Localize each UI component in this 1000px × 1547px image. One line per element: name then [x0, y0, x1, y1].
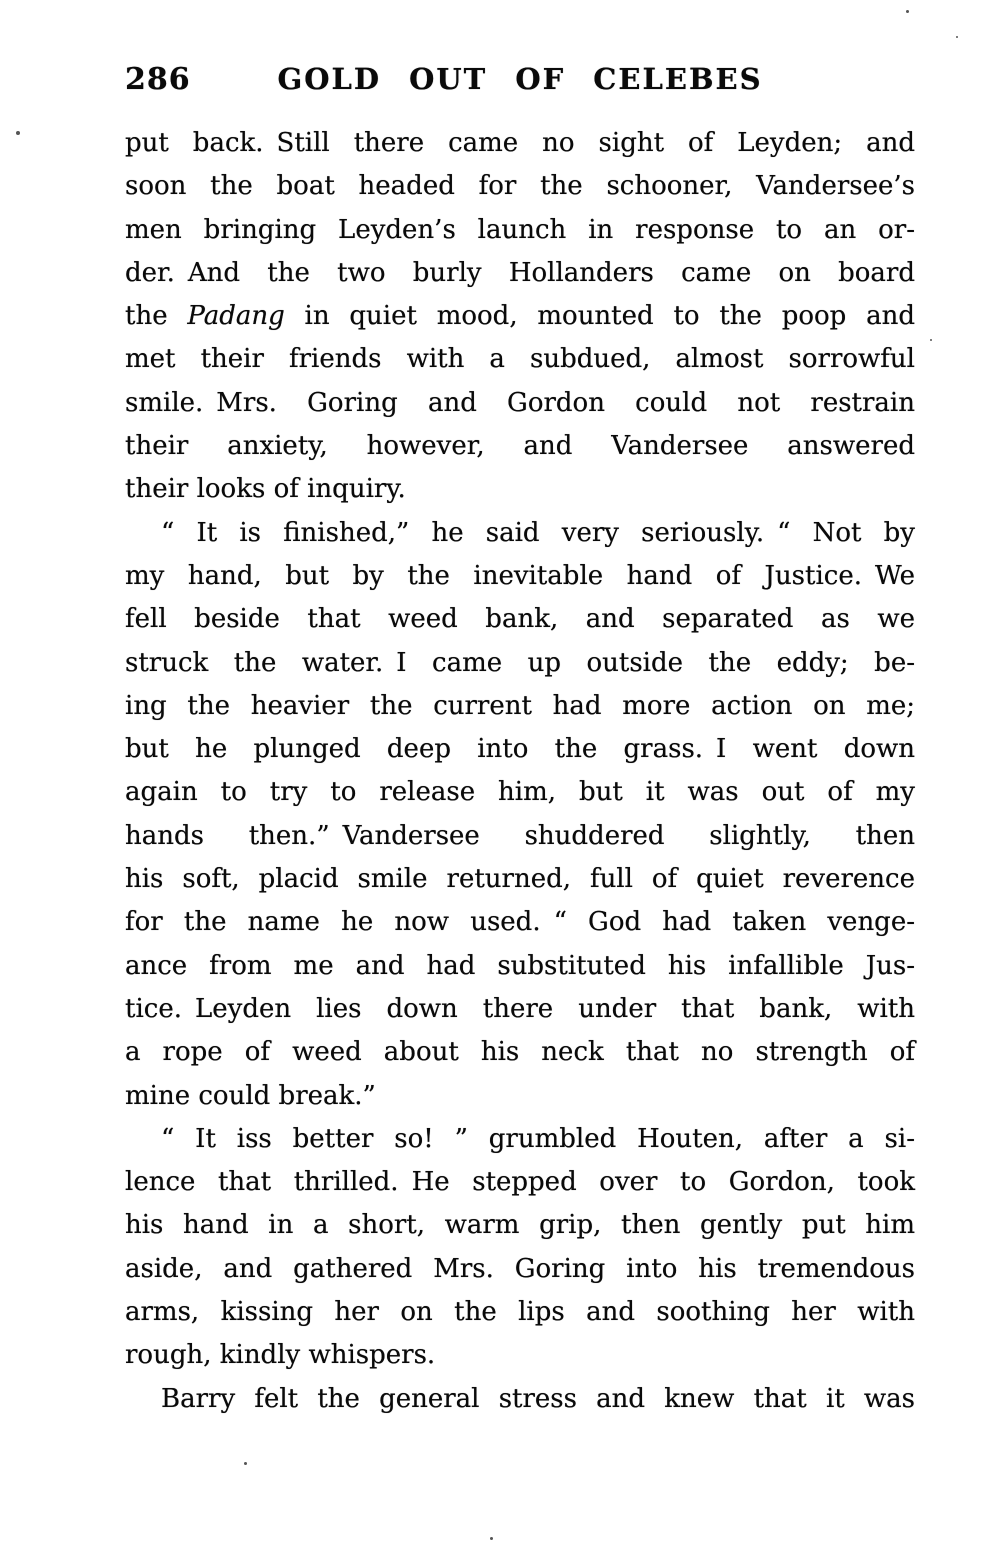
running-head: [125, 62, 915, 102]
text-line: [125, 1334, 915, 1377]
text-segment: struck the water. I came up outside the eddy; be-: [125, 647, 915, 678]
text-segment: hands then.” Vandersee shuddered slightly, then: [125, 820, 915, 851]
text-line: [125, 1378, 915, 1421]
scan-speck: [244, 1462, 247, 1465]
text-segment: the: [125, 301, 188, 332]
text-segment: but he plunged deep into the grass. I went down: [125, 734, 915, 765]
paragraph: [125, 512, 915, 1118]
text-line: [125, 945, 915, 988]
text-segment: fell beside that weed bank, and separated as we: [125, 604, 915, 635]
text-segment: a rope of weed about his neck that no strength of: [125, 1037, 915, 1068]
text-line: [125, 1204, 915, 1247]
text-segment: der. And the two burly Hollanders came on board: [125, 257, 915, 288]
text-line: [125, 338, 915, 381]
text-line: [125, 555, 915, 598]
text-segment: their looks of inquiry.: [125, 474, 406, 505]
text-line: [125, 295, 915, 338]
text-line: [125, 1161, 915, 1204]
text-line: [125, 252, 915, 295]
text-segment: aside, and gathered Mrs. Goring into his tremendous: [125, 1253, 915, 1284]
text-segment: for the name he now used. “ God had taken venge-: [125, 907, 915, 938]
paragraph: [125, 122, 915, 512]
text-segment: his soft, placid smile returned, full of quiet reverence: [125, 864, 915, 895]
italic-text: Padang: [187, 301, 285, 332]
text-line: [125, 382, 915, 425]
text-segment: their anxiety, however, and Vandersee answered: [125, 431, 915, 462]
text-line: [125, 165, 915, 208]
running-title: GOLD OUT OF CELEBES: [277, 62, 763, 96]
text-line: [125, 858, 915, 901]
text-segment: his hand in a short, warm grip, then gently put him: [125, 1210, 915, 1241]
text-line: [125, 122, 915, 165]
scan-speck: [906, 10, 909, 13]
text-line: [125, 425, 915, 468]
text-segment: put back. Still there came no sight of Leyden; and: [125, 128, 915, 158]
text-line: [125, 728, 915, 771]
text-line: [125, 642, 915, 685]
text-segment: met their friends with a subdued, almost sorrowful: [125, 344, 915, 375]
text-segment: in quiet mood, mounted to the poop and: [284, 301, 915, 332]
scan-speck: [930, 339, 932, 341]
text-line: [125, 1075, 915, 1118]
text-segment: rough, kindly whispers.: [125, 1340, 436, 1371]
text-segment: smile. Mrs. Goring and Gordon could not restrain: [125, 387, 915, 418]
text-segment: “ It is finished,” he said very seriously. “ Not by: [161, 517, 915, 548]
text-segment: Barry felt the general stress and knew that it was: [161, 1383, 915, 1414]
text-segment: soon the boat headed for the schooner, Vandersee’s: [125, 171, 915, 202]
text-segment: arms, kissing her on the lips and soothing her with: [125, 1297, 915, 1328]
paragraph: [125, 1378, 915, 1421]
text-line: [125, 1118, 915, 1161]
scan-speck: [490, 1537, 493, 1540]
text-line: [125, 598, 915, 641]
text-segment: ing the heavier the current had more action on me;: [125, 690, 915, 721]
text-line: [125, 815, 915, 858]
text-segment: men bringing Leyden’s launch in response to an or-: [125, 214, 915, 245]
text-segment: ance from me and had substituted his infallible Jus-: [125, 950, 915, 981]
text-line: [125, 512, 915, 555]
text-line: [125, 685, 915, 728]
scan-speck: [956, 36, 958, 38]
text-line: [125, 988, 915, 1031]
scan-speck: [16, 131, 20, 135]
text-segment: “ It iss better so! ” grumbled Houten, after a si-: [161, 1123, 915, 1154]
page-body: [125, 122, 915, 1421]
text-line: [125, 1291, 915, 1334]
text-segment: lence that thrilled. He stepped over to Gordon, took: [125, 1167, 915, 1198]
text-line: [125, 1031, 915, 1074]
text-segment: my hand, but by the inevitable hand of Justice. We: [125, 560, 915, 591]
text-segment: tice. Leyden lies down there under that bank, with: [125, 993, 915, 1024]
text-segment: mine could break.”: [125, 1080, 376, 1111]
text-segment: again to try to release him, but it was out of my: [125, 777, 915, 808]
page-number: 286: [125, 62, 191, 97]
text-line: [125, 209, 915, 252]
text-line: [125, 771, 915, 814]
paragraph: [125, 1118, 915, 1378]
text-line: [125, 1248, 915, 1291]
text-line: [125, 468, 915, 511]
text-line: [125, 901, 915, 944]
